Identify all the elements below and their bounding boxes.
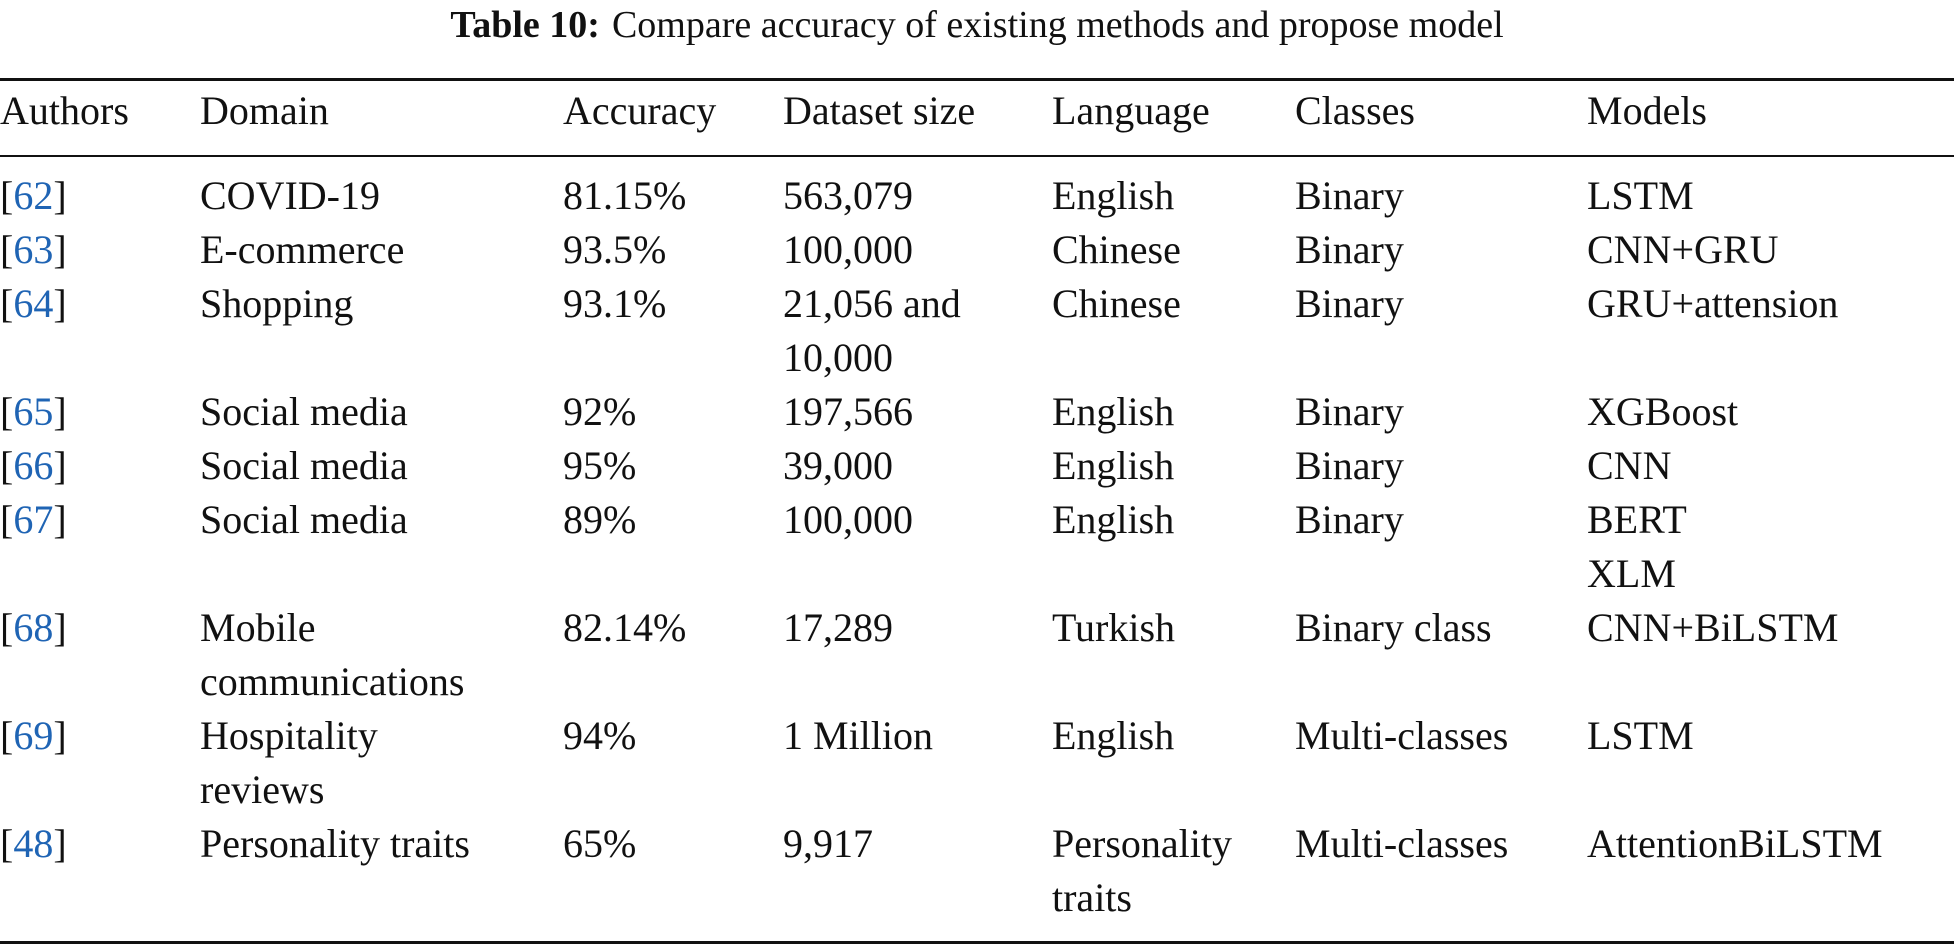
domain-cell-line: E-commerce	[200, 227, 405, 272]
domain-cell-line: Mobile	[200, 605, 316, 650]
classes-cell	[1295, 439, 1587, 493]
table-caption-text: Compare accuracy of existing methods and propose model	[611, 4, 1504, 46]
language-cell-line: Chinese	[1052, 281, 1181, 326]
citation-bracket-open: [	[0, 605, 14, 650]
accuracy-cell-line: 65%	[563, 821, 637, 866]
models-cell-line: LSTM	[1587, 173, 1694, 218]
column-header-language: Language	[1052, 88, 1210, 133]
dataset-size-cell-line: 9,917	[783, 821, 873, 866]
classes-cell-line: Multi-classes	[1295, 713, 1509, 758]
table-row	[0, 817, 1954, 925]
table-row	[0, 385, 1954, 439]
classes-cell	[1295, 385, 1587, 439]
models-cell	[1587, 277, 1954, 385]
models-cell-line: BERT	[1587, 497, 1687, 542]
dataset-size-cell	[783, 601, 1052, 709]
language-cell	[1052, 493, 1295, 601]
domain-cell-line: COVID-19	[200, 173, 380, 218]
models-cell-line: XGBoost	[1587, 389, 1739, 434]
table-row	[0, 156, 1954, 223]
models-cell-line: CNN	[1587, 443, 1672, 488]
citation-bracket-open: [	[0, 713, 14, 758]
language-cell	[1052, 601, 1295, 709]
accuracy-cell	[563, 156, 783, 223]
column-header-models: Models	[1587, 88, 1707, 133]
classes-cell-line: Binary	[1295, 173, 1404, 218]
authors-cell	[0, 493, 200, 601]
accuracy-cell-line: 94%	[563, 713, 637, 758]
column-header-domain: Domain	[200, 88, 329, 133]
domain-cell-line: communications	[200, 659, 465, 704]
authors-cell	[0, 385, 200, 439]
accuracy-cell-line: 82.14%	[563, 605, 687, 650]
citation-bracket-close: ]	[53, 227, 67, 272]
language-cell-line: English	[1052, 173, 1175, 218]
language-cell	[1052, 277, 1295, 385]
dataset-size-cell	[783, 709, 1052, 817]
accuracy-cell	[563, 601, 783, 709]
classes-cell-line: Binary	[1295, 497, 1404, 542]
language-cell-line: English	[1052, 389, 1175, 434]
accuracy-cell-line: 93.1%	[563, 281, 667, 326]
dataset-size-cell-line: 17,289	[783, 605, 893, 650]
language-cell	[1052, 223, 1295, 277]
authors-cell	[0, 817, 200, 925]
citation-bracket-close: ]	[53, 281, 67, 326]
table-caption-label: Table 10:	[450, 4, 600, 46]
domain-cell-line: Social media	[200, 443, 408, 488]
models-cell	[1587, 817, 1954, 925]
domain-cell-line: reviews	[200, 767, 325, 812]
domain-cell-line: Shopping	[200, 281, 354, 326]
domain-cell	[200, 223, 563, 277]
classes-cell	[1295, 709, 1587, 817]
domain-cell	[200, 493, 563, 601]
citation-link[interactable]: 63	[13, 227, 54, 272]
authors-cell	[0, 156, 200, 223]
classes-cell-line: Binary class	[1295, 605, 1492, 650]
dataset-size-cell-line: 10,000	[783, 335, 893, 380]
models-cell	[1587, 385, 1954, 439]
dataset-size-cell-line: 39,000	[783, 443, 893, 488]
authors-cell	[0, 709, 200, 817]
language-cell	[1052, 439, 1295, 493]
citation-bracket-close: ]	[53, 821, 67, 866]
table-row	[0, 277, 1954, 385]
accuracy-cell	[563, 817, 783, 925]
comparison-table	[0, 84, 1954, 925]
models-cell-line: LSTM	[1587, 713, 1694, 758]
accuracy-cell-line: 92%	[563, 389, 637, 434]
domain-cell	[200, 439, 563, 493]
classes-cell-line: Multi-classes	[1295, 821, 1509, 866]
citation-bracket-open: [	[0, 497, 14, 542]
classes-cell-line: Binary	[1295, 281, 1404, 326]
accuracy-cell-line: 81.15%	[563, 173, 687, 218]
language-cell-line: Turkish	[1052, 605, 1176, 650]
column-header-authors: Authors	[0, 88, 129, 133]
language-cell-line: Chinese	[1052, 227, 1181, 272]
language-cell	[1052, 156, 1295, 223]
citation-bracket-open: [	[0, 821, 14, 866]
table-row	[0, 439, 1954, 493]
citation-link[interactable]: 66	[13, 443, 54, 488]
dataset-size-cell-line: 100,000	[783, 497, 913, 542]
table-bottom-rule	[0, 941, 1954, 944]
table-row	[0, 493, 1954, 601]
citation-link[interactable]: 69	[13, 713, 54, 758]
dataset-size-cell-line: 1 Million	[783, 713, 934, 758]
models-cell-line: AttentionBiLSTM	[1587, 821, 1883, 866]
dataset-size-cell	[783, 493, 1052, 601]
domain-cell	[200, 277, 563, 385]
dataset-size-cell	[783, 817, 1052, 925]
citation-link[interactable]: 67	[13, 497, 54, 542]
citation-bracket-open: [	[0, 281, 14, 326]
citation-link[interactable]: 62	[13, 173, 54, 218]
models-cell-line: XLM	[1587, 551, 1676, 596]
accuracy-cell-line: 95%	[563, 443, 637, 488]
dataset-size-cell	[783, 277, 1052, 385]
citation-bracket-open: [	[0, 173, 14, 218]
authors-cell	[0, 223, 200, 277]
domain-cell-line: Social media	[200, 389, 408, 434]
language-cell-line: traits	[1052, 875, 1132, 920]
domain-cell	[200, 156, 563, 223]
language-cell	[1052, 817, 1295, 925]
domain-cell	[200, 385, 563, 439]
domain-cell-line: Hospitality	[200, 713, 378, 758]
accuracy-cell	[563, 709, 783, 817]
citation-link[interactable]: 65	[13, 389, 54, 434]
models-cell	[1587, 709, 1954, 817]
table-row	[0, 709, 1954, 817]
table-body	[0, 156, 1954, 925]
accuracy-cell	[563, 439, 783, 493]
table-caption	[0, 0, 1954, 50]
column-header-dataset-size: Dataset size	[783, 88, 976, 133]
domain-cell-line: Personality traits	[200, 821, 470, 866]
accuracy-cell	[563, 385, 783, 439]
classes-cell	[1295, 601, 1587, 709]
language-cell-line: English	[1052, 713, 1175, 758]
dataset-size-cell	[783, 223, 1052, 277]
header-row	[0, 84, 1954, 156]
models-cell-line: GRU+attension	[1587, 281, 1839, 326]
language-cell-line: Personality	[1052, 821, 1232, 866]
citation-link[interactable]: 64	[13, 281, 54, 326]
table-row	[0, 223, 1954, 277]
table-header	[0, 84, 1954, 156]
accuracy-cell	[563, 277, 783, 385]
authors-cell	[0, 601, 200, 709]
accuracy-cell-line: 93.5%	[563, 227, 667, 272]
citation-bracket-close: ]	[53, 443, 67, 488]
models-cell	[1587, 223, 1954, 277]
column-header-classes: Classes	[1295, 88, 1415, 133]
dataset-size-cell	[783, 156, 1052, 223]
citation-bracket-close: ]	[53, 173, 67, 218]
dataset-size-cell	[783, 439, 1052, 493]
table-top-rule	[0, 78, 1954, 81]
domain-cell	[200, 817, 563, 925]
citation-link[interactable]: 68	[13, 605, 54, 650]
dataset-size-cell-line: 21,056 and	[783, 281, 961, 326]
language-cell-line: English	[1052, 443, 1175, 488]
authors-cell	[0, 439, 200, 493]
citation-bracket-close: ]	[53, 713, 67, 758]
classes-cell	[1295, 156, 1587, 223]
citation-bracket-open: [	[0, 443, 14, 488]
citation-bracket-close: ]	[53, 389, 67, 434]
classes-cell	[1295, 223, 1587, 277]
domain-cell-line: Social media	[200, 497, 408, 542]
classes-cell	[1295, 817, 1587, 925]
classes-cell	[1295, 493, 1587, 601]
models-cell	[1587, 439, 1954, 493]
dataset-size-cell	[783, 385, 1052, 439]
citation-bracket-close: ]	[53, 497, 67, 542]
citation-bracket-open: [	[0, 389, 14, 434]
accuracy-cell-line: 89%	[563, 497, 637, 542]
classes-cell-line: Binary	[1295, 443, 1404, 488]
classes-cell-line: Binary	[1295, 389, 1404, 434]
models-cell-line: CNN+BiLSTM	[1587, 605, 1839, 650]
dataset-size-cell-line: 197,566	[783, 389, 913, 434]
citation-bracket-open: [	[0, 227, 14, 272]
language-cell-line: English	[1052, 497, 1175, 542]
citation-bracket-close: ]	[53, 605, 67, 650]
language-cell	[1052, 385, 1295, 439]
table-row	[0, 601, 1954, 709]
classes-cell	[1295, 277, 1587, 385]
accuracy-cell	[563, 493, 783, 601]
authors-cell	[0, 277, 200, 385]
domain-cell	[200, 709, 563, 817]
dataset-size-cell-line: 563,079	[783, 173, 913, 218]
models-cell-line: CNN+GRU	[1587, 227, 1779, 272]
models-cell	[1587, 156, 1954, 223]
citation-link[interactable]: 48	[13, 821, 54, 866]
models-cell	[1587, 493, 1954, 601]
models-cell	[1587, 601, 1954, 709]
accuracy-cell	[563, 223, 783, 277]
classes-cell-line: Binary	[1295, 227, 1404, 272]
column-header-accuracy: Accuracy	[563, 88, 717, 133]
language-cell	[1052, 709, 1295, 817]
domain-cell	[200, 601, 563, 709]
dataset-size-cell-line: 100,000	[783, 227, 913, 272]
